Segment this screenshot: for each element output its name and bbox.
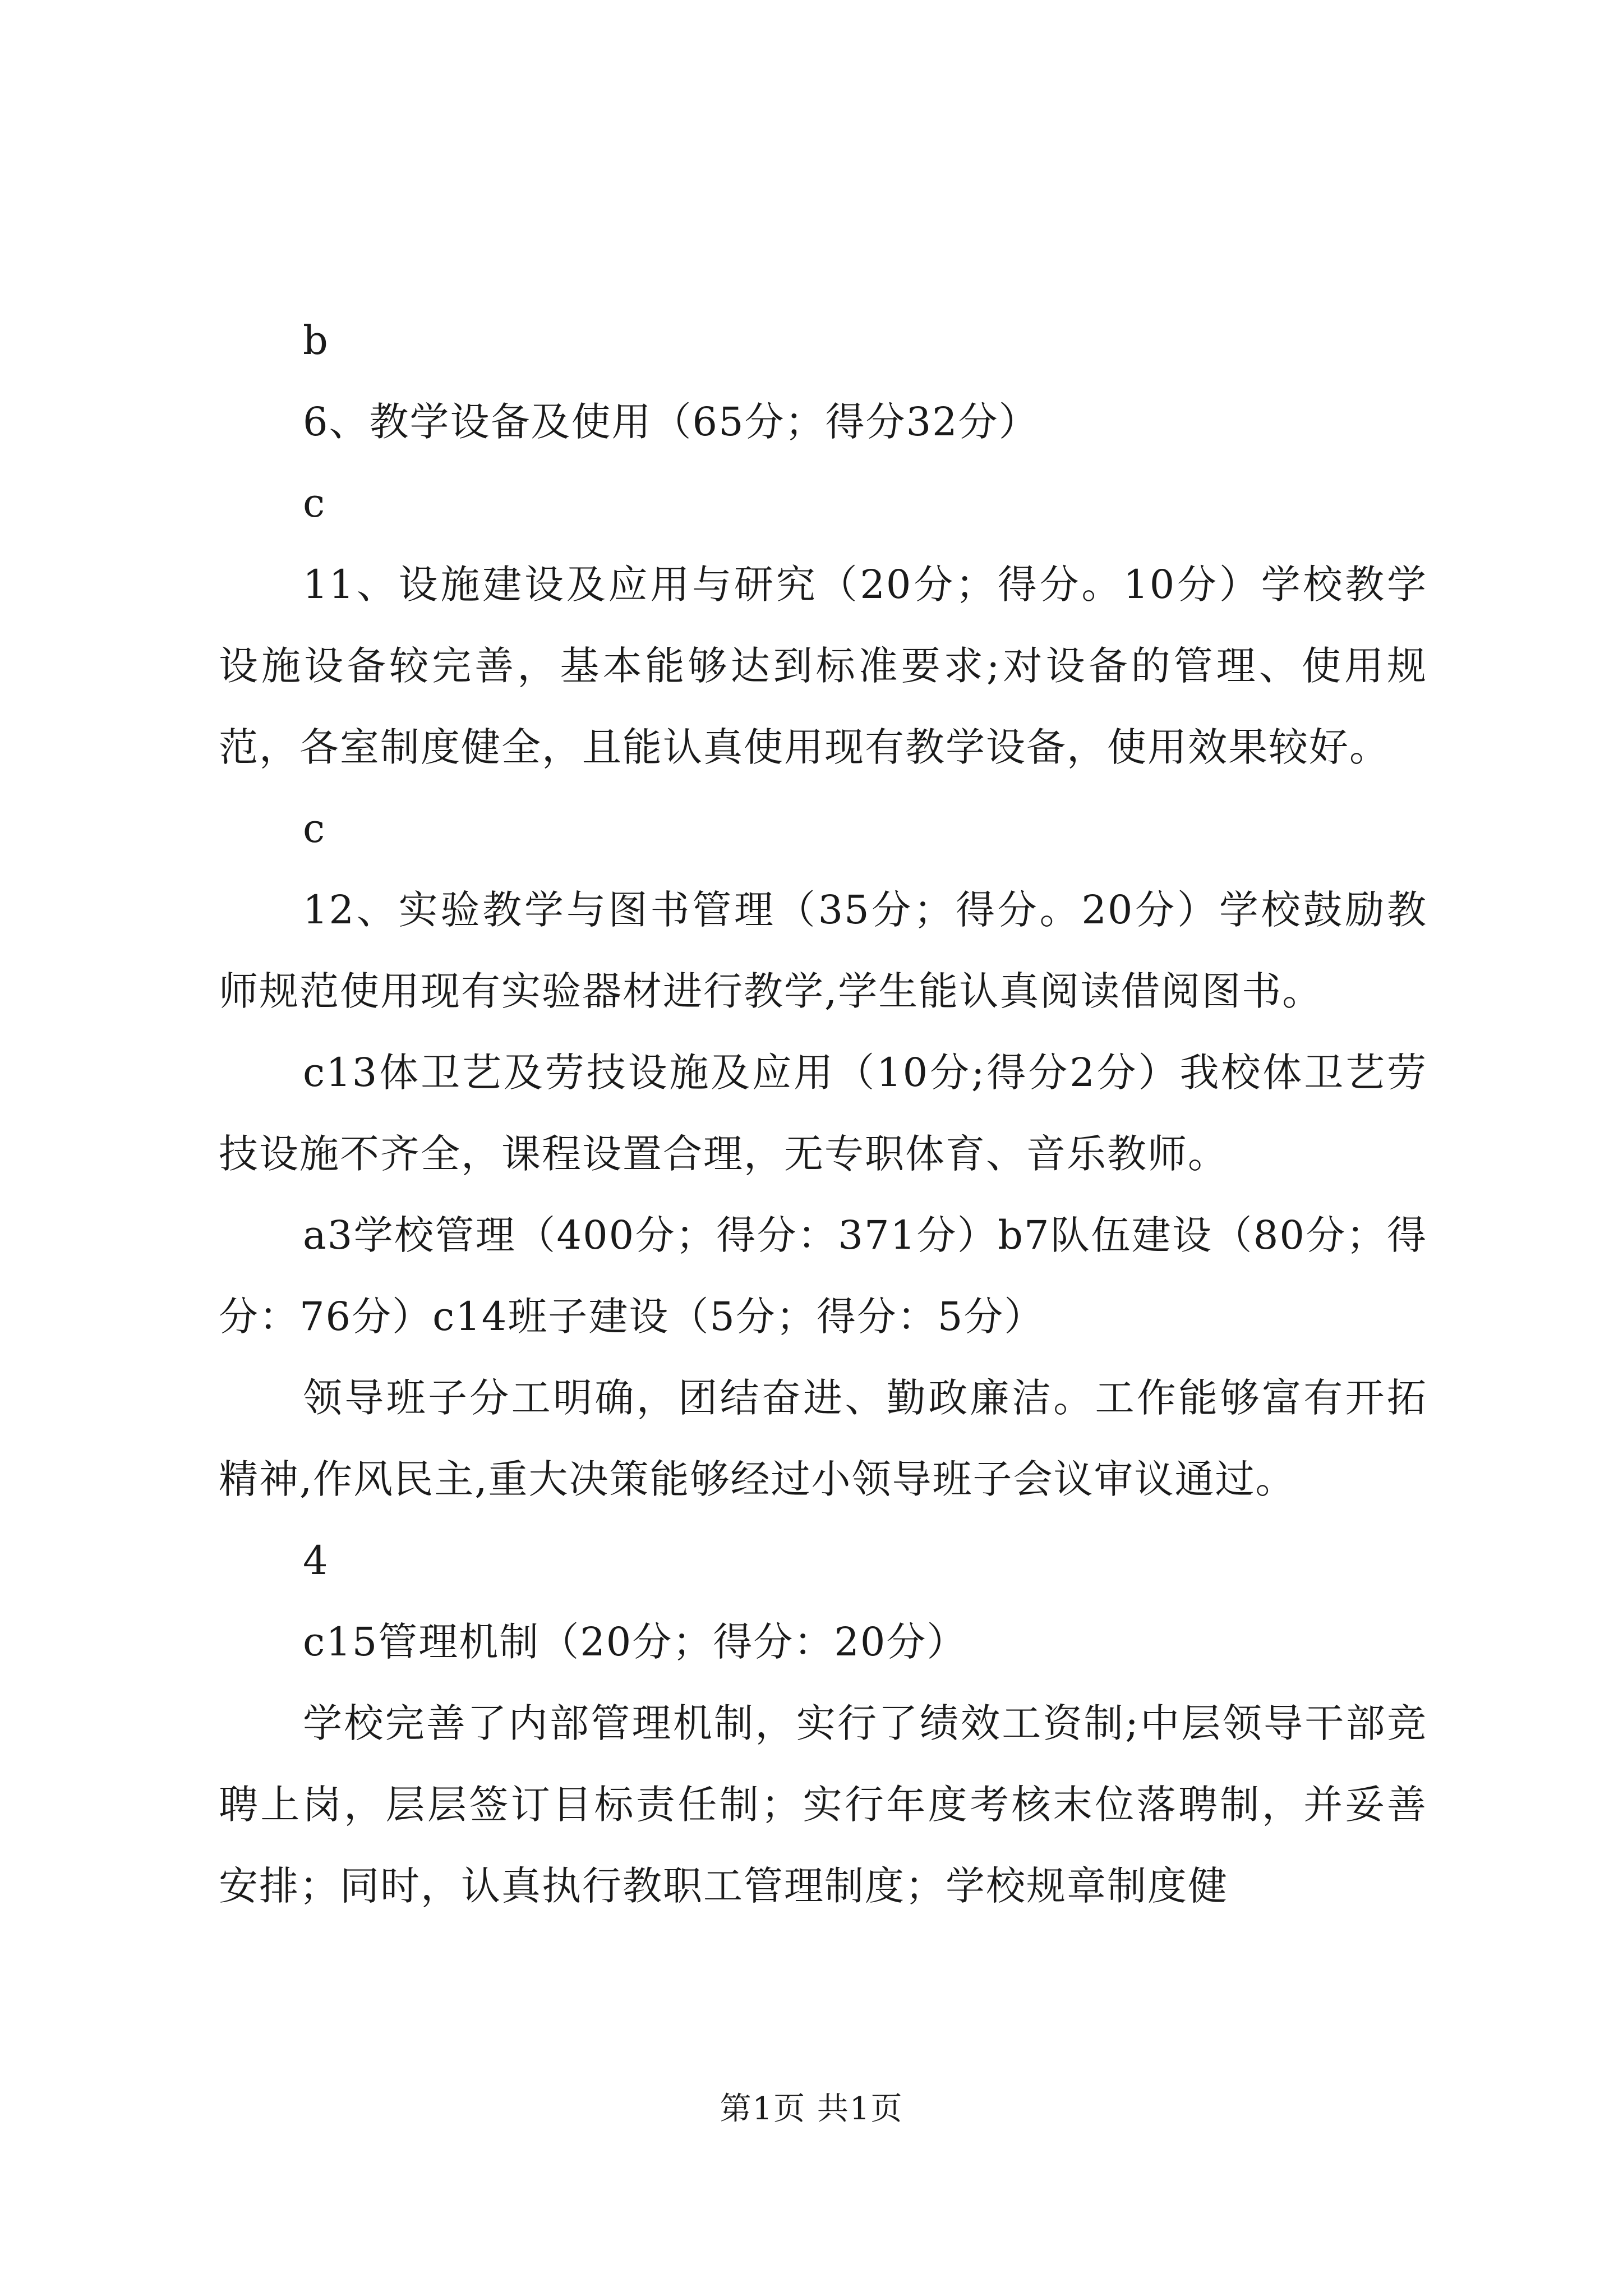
paragraph: 4 xyxy=(303,1538,329,1584)
paragraph: b xyxy=(303,318,329,364)
document-body xyxy=(219,300,1427,1927)
paragraph: 12、实验教学与图书管理（35分；得分。20分）学校鼓励教师规范使用现有实验器材进行教学,学生能认真阅读借阅图书。 xyxy=(219,887,1427,1014)
paragraph: c xyxy=(303,480,326,526)
paragraph: 领导班子分工明确，团结奋进、勤政廉洁。工作能够富有开拓精神,作风民主,重大决策能够经过小领导班子会议审议通过。 xyxy=(219,1375,1427,1502)
paragraph: 学校完善了内部管理机制，实行了绩效工资制;中层领导干部竞聘上岗，层层签订目标责任制；实行年度考核末位落聘制，并妥善安排；同时，认真执行教职工管理制度；学校规章制度健 xyxy=(219,1700,1427,1909)
paragraph: 6、教学设备及使用（65分；得分32分） xyxy=(303,399,1039,445)
paragraph: 11、设施建设及应用与研究（20分；得分。10分）学校教学设施设备较完善，基本能够达到标准要求;对设备的管理、使用规范，各室制度健全，且能认真使用现有教学设备，使用效果较好。 xyxy=(219,562,1427,770)
page-footer: 第1页 共1页 xyxy=(720,2091,903,2127)
paragraph: c13体卫艺及劳技设施及应用（10分;得分2分）我校体卫艺劳技设施不齐全，课程设置合理，无专职体育、音乐教师。 xyxy=(219,1050,1427,1177)
paragraph: c xyxy=(303,806,326,852)
paragraph: a3学校管理（400分；得分：371分）b7队伍建设（80分；得分：76分）c14班子建设（5分；得分：5分） xyxy=(219,1212,1427,1340)
paragraph: c15管理机制（20分；得分：20分） xyxy=(303,1619,967,1665)
